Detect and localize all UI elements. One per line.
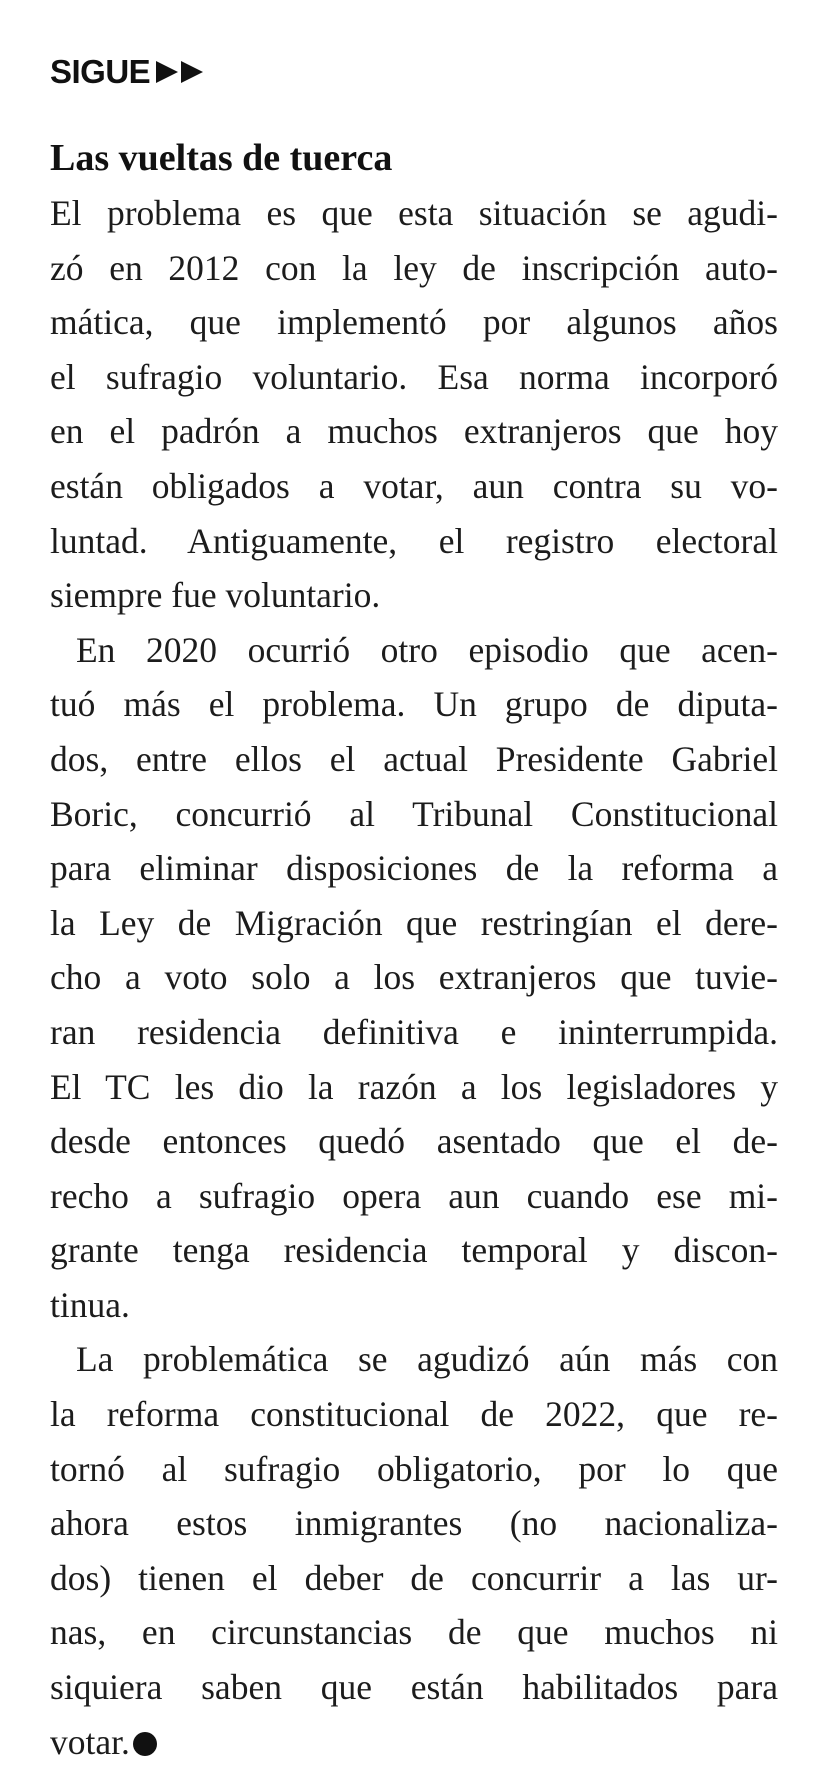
body-line <box>50 1551 778 1606</box>
body-line-text: cho a voto solo a los extranjeros que tuvie- <box>50 957 778 998</box>
body-line <box>50 1715 778 1769</box>
body-line <box>50 950 778 1005</box>
body-line-text: votar. <box>50 1721 130 1762</box>
body-line-text: luntad. Antiguamente, el registro electoral <box>50 520 778 561</box>
body-line <box>50 787 778 842</box>
body-line-text: recho a sufragio opera aun cuando ese mi- <box>50 1175 778 1216</box>
body-line-text: El problema es que esta situación se agudi- <box>50 193 778 233</box>
body-line <box>50 677 778 732</box>
body-line <box>50 1114 778 1169</box>
body-line-text: desde entonces quedó asentado que el de- <box>50 1121 778 1162</box>
body-line-text: ran residencia definitiva e ininterrumpida. <box>50 1011 778 1052</box>
body-line-text: dos, entre ellos el actual Presidente Gabriel <box>50 738 778 779</box>
body-line <box>50 514 778 569</box>
body-line <box>50 1332 778 1387</box>
body-line-text: En 2020 ocurrió otro episodio que acen- <box>76 629 778 670</box>
body-line <box>50 841 778 896</box>
body-line <box>50 295 778 350</box>
body-line-text: zó en 2012 con la ley de inscripción auto- <box>50 247 778 288</box>
body-line-text: para eliminar disposiciones de la reforma a <box>50 848 778 889</box>
body-line-text: Boric, concurrió al Tribunal Constitucional <box>50 793 778 834</box>
body-line <box>50 1005 778 1060</box>
body-line-text: ahora estos inmigrantes (no nacionaliza- <box>50 1503 778 1544</box>
body-line-text: en el padrón a muchos extranjeros que hoy <box>50 411 778 452</box>
body-line-text: nas, en circunstancias de que muchos ni <box>50 1612 778 1653</box>
body-line <box>50 623 778 678</box>
body-line <box>50 1278 778 1333</box>
body-line <box>50 1605 778 1660</box>
body-line-text: siempre fue voluntario. <box>50 575 381 616</box>
body-line <box>50 1223 778 1278</box>
body-line <box>50 1060 778 1115</box>
body-line <box>50 186 778 241</box>
body-line <box>50 350 778 405</box>
body-line <box>50 1169 778 1224</box>
end-of-article-dot-icon <box>133 1732 157 1756</box>
body-line-text: grante tenga residencia temporal y discon- <box>50 1230 778 1271</box>
section-subheading: Las vueltas de tuerca <box>50 137 393 179</box>
body-line <box>50 459 778 514</box>
body-line <box>50 732 778 787</box>
body-line <box>50 1660 778 1715</box>
body-line <box>50 896 778 951</box>
article-body <box>50 186 778 1769</box>
body-line-text: tornó al sufragio obligatorio, por lo que <box>50 1448 778 1489</box>
body-line-text: La problemática se agudizó aún más con <box>76 1339 778 1380</box>
body-line-text: El TC les dio la razón a los legisladores y <box>50 1066 778 1107</box>
body-line <box>50 568 778 623</box>
body-line-text: el sufragio voluntario. Esa norma incorporó <box>50 356 778 397</box>
body-line <box>50 1496 778 1551</box>
body-line-text: dos) tienen el deber de concurrir a las ur- <box>50 1557 778 1598</box>
continued-kicker <box>50 52 206 92</box>
body-line-text: la Ley de Migración que restringían el dere- <box>50 902 778 943</box>
body-line <box>50 241 778 296</box>
body-line-text: tuó más el problema. Un grupo de diputa- <box>50 684 778 725</box>
body-line-text: están obligados a votar, aun contra su vo- <box>50 465 778 506</box>
body-line <box>50 1442 778 1497</box>
continued-label: SIGUE <box>50 53 151 90</box>
body-line <box>50 1387 778 1442</box>
double-arrow-right-icon <box>156 60 206 84</box>
body-line-text: mática, que implementó por algunos años <box>50 302 778 343</box>
body-line-text: tinua. <box>50 1284 130 1325</box>
body-line-text: la reforma constitucional de 2022, que re- <box>50 1394 778 1435</box>
body-line-text: siquiera saben que están habilitados para <box>50 1667 778 1708</box>
body-line <box>50 404 778 459</box>
